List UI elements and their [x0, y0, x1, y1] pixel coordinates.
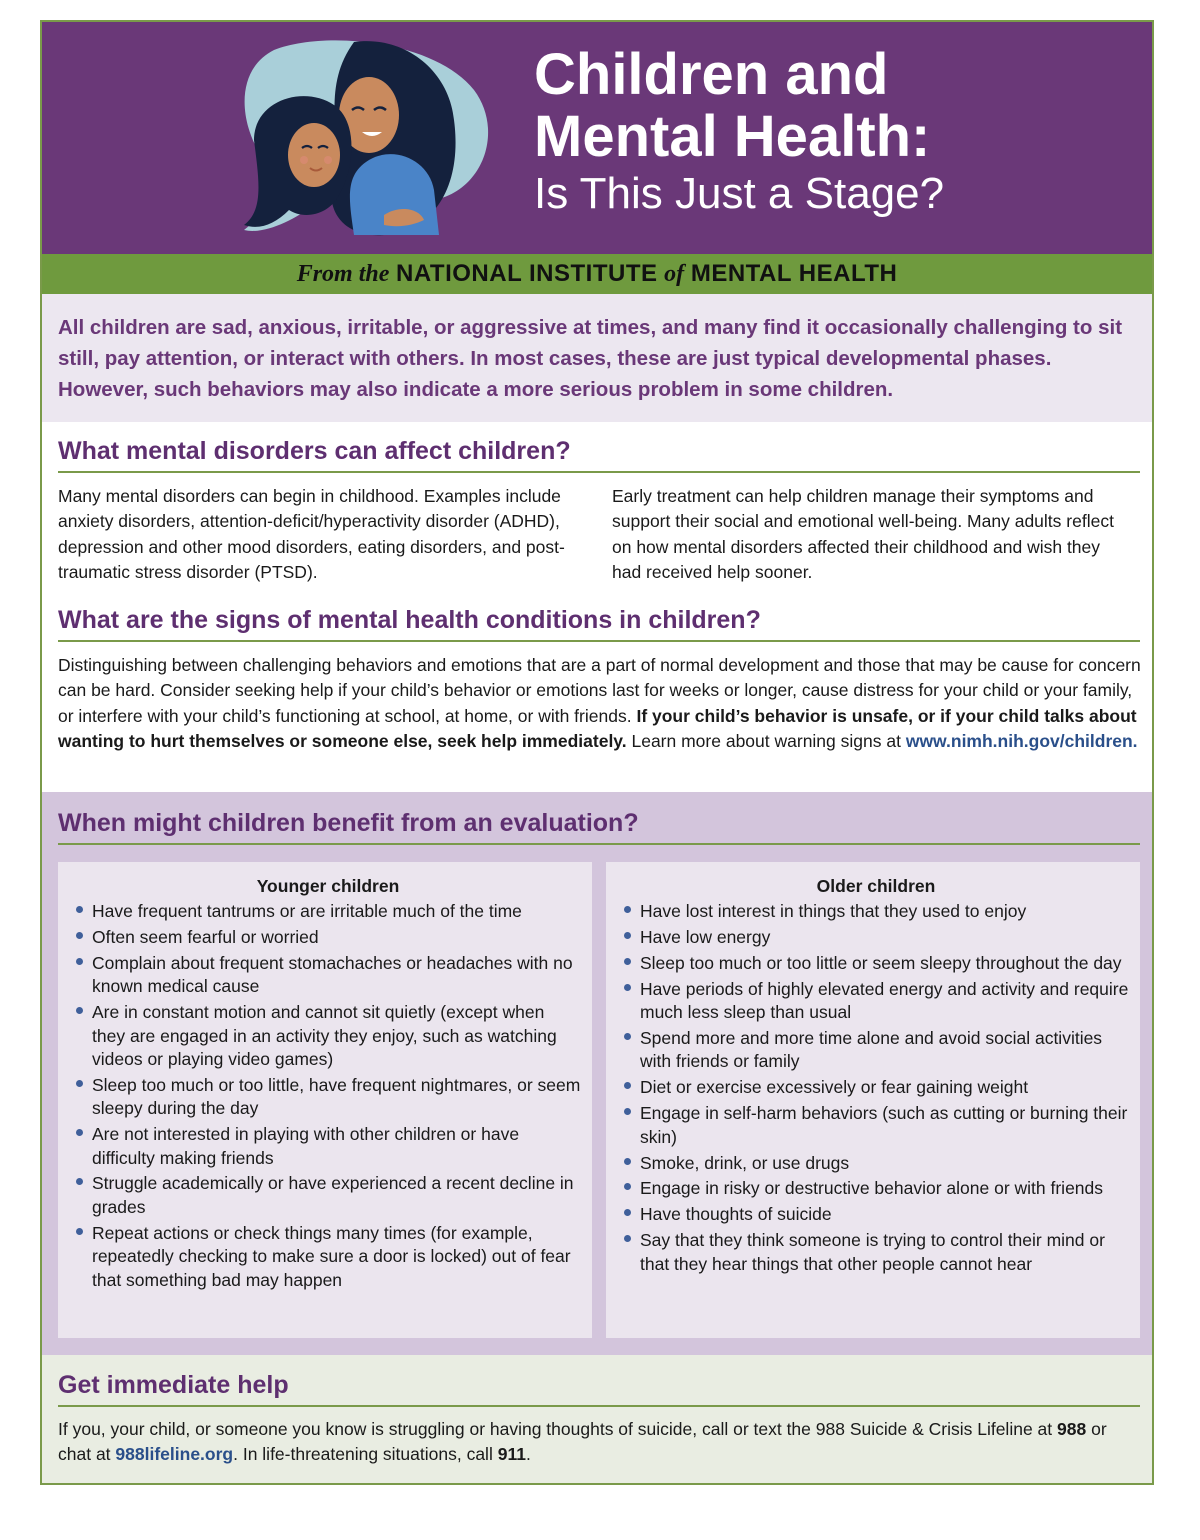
evaluation-section — [42, 792, 1152, 1355]
older-children-list — [622, 900, 1130, 1276]
younger-children-title: Younger children — [256, 876, 400, 896]
list-item: Have thoughts of suicide — [622, 1203, 1130, 1226]
help-text-1: If you, your child, or someone you know is struggling or having thoughts of suicide, call or text the 988 Suicide & Crisis Lifeline at — [58, 1419, 1053, 1439]
title-line-2: Mental Health: — [534, 104, 931, 169]
banner-org-part1: NATIONAL INSTITUTE — [396, 260, 658, 287]
fact-sheet — [40, 20, 1154, 1485]
section-heading-signs: What are the signs of mental health conditions in children? — [58, 604, 1140, 642]
header-banner — [42, 22, 1152, 254]
list-item: Diet or exercise excessively or fear gaining weight — [622, 1076, 1130, 1099]
signs-warning: If your child’s behavior is unsafe, or if your child talks about wanting to hurt themselves or someone else, seek help immediately. — [58, 705, 1137, 751]
title-line-1: Children and — [534, 42, 889, 107]
intro-paragraph: All children are sad, anxious, irritable, or aggressive at times, and many find it occasionally challenging to sit still, pay attention, or interact with others. In most cases, these are just typical developmental phases. However, such behaviors may also indicate a more serious problem in some children. — [42, 294, 1152, 422]
list-item: Have periods of highly elevated energy and activity and require much less sleep than usual — [622, 978, 1130, 1025]
list-item: Say that they think someone is trying to control their mind or that they hear things that other people cannot hear — [622, 1229, 1130, 1276]
list-item: Often seem fearful or worried — [74, 926, 582, 949]
disorders-right-paragraph: Early treatment can help children manage their symptoms and support their social and emotional well-being. Many adults reflect on how mental disorders affected their childhood and wish they had received help sooner. — [612, 486, 1114, 582]
emergency-number: 911 — [497, 1444, 526, 1465]
list-item: Complain about frequent stomachaches or headaches with no known medical cause — [74, 952, 582, 999]
nimh-children-link[interactable]: www.nimh.nih.gov/children. — [905, 730, 1138, 751]
list-item: Are in constant motion and cannot sit quietly (except when they are engaged in an activity they enjoy, such as watching videos or playing video games) — [74, 1001, 582, 1071]
older-children-box — [606, 862, 1140, 1338]
signs-learn-more: Learn more about warning signs at — [631, 730, 901, 751]
mother-and-child-illustration-icon — [234, 30, 514, 250]
younger-children-list — [74, 900, 582, 1292]
section-heading-help: Get immediate help — [58, 1369, 1140, 1407]
signs-text: Distinguishing between challenging behaviors and emotions that are a part of normal development and those that may be cause for concern can be hard. Consider seeking help if your child’s behavior or emotions last for weeks or longer, cause distress for your child or your family, or interfere with your child’s functioning at school, at home, or with friends. — [58, 655, 1141, 726]
older-children-title: Older children — [816, 876, 936, 896]
org-banner — [42, 254, 1152, 294]
lifeline-number: 988 — [1057, 1419, 1087, 1439]
younger-children-box — [58, 862, 592, 1338]
help-text-2: or chat at — [58, 1419, 1107, 1465]
list-item: Sleep too much or too little or seem sleepy throughout the day — [622, 952, 1130, 975]
disorders-left-paragraph: Many mental disorders can begin in childhood. Examples include anxiety disorders, attention-deficit/hyperactivity disorder (ADHD), depression and other mood disorders, eating disorders, and post-traumatic stress disorder (PTSD). — [58, 486, 565, 582]
banner-prefix: From the — [296, 261, 390, 287]
list-item: Engage in self-harm behaviors (such as cutting or burning their skin) — [622, 1102, 1130, 1149]
list-item: Struggle academically or have experienced a recent decline in grades — [74, 1172, 582, 1219]
banner-connector: of — [664, 261, 685, 287]
list-item: Smoke, drink, or use drugs — [622, 1152, 1130, 1175]
list-item: Spend more and more time alone and avoid social activities with friends or family — [622, 1027, 1130, 1074]
list-item: Sleep too much or too little, have frequent nightmares, or seem sleepy during the day — [74, 1074, 582, 1121]
section-heading-evaluation: When might children benefit from an evaluation? — [58, 807, 1140, 845]
list-item: Have frequent tantrums or are irritable much of the time — [74, 900, 582, 923]
list-item: Repeat actions or check things many times (for example, repeatedly checking to make sure a door is locked) out of fear that something bad may happen — [74, 1222, 582, 1292]
help-text-4: . — [525, 1444, 531, 1465]
page-subtitle: Is This Just a Stage? — [534, 169, 945, 218]
signs-paragraph — [58, 653, 1142, 754]
list-item: Engage in risky or destructive behavior alone or with friends — [622, 1177, 1130, 1200]
banner-org-part2: MENTAL HEALTH — [690, 260, 898, 287]
list-item: Have low energy — [622, 926, 1130, 949]
help-paragraph — [58, 1417, 1142, 1468]
section-heading-disorders: What mental disorders can affect children? — [58, 435, 1140, 473]
lifeline-link[interactable]: 988lifeline.org — [115, 1444, 234, 1465]
page-title — [534, 44, 1094, 168]
list-item: Have lost interest in things that they used to enjoy — [622, 900, 1130, 923]
immediate-help-section — [42, 1355, 1152, 1485]
list-item: Are not interested in playing with other children or have difficulty making friends — [74, 1123, 582, 1170]
help-text-3: . In life-threatening situations, call — [233, 1444, 493, 1465]
